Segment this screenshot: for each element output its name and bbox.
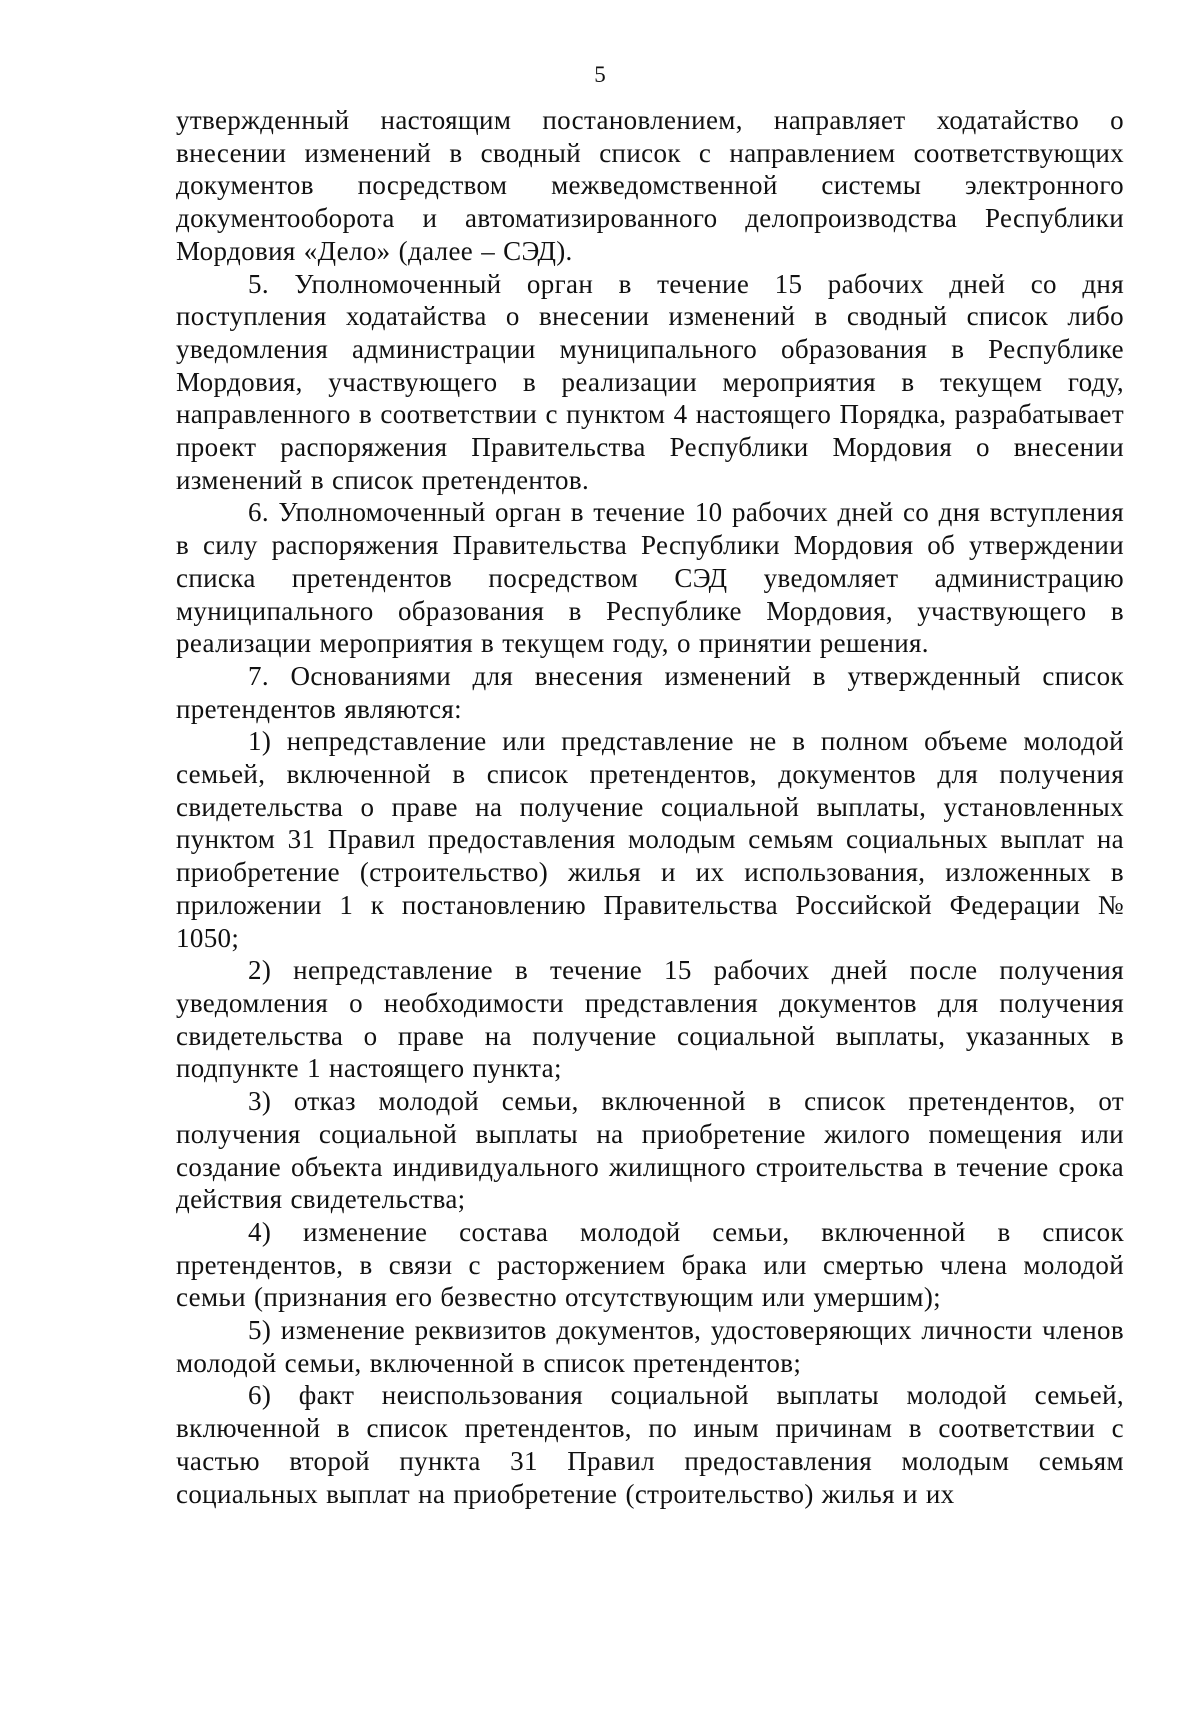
subitem-2: 2) непредставление в течение 15 рабочих дней после получения уведомления о необходимости представления документов для получения свидетельства о праве на получение социальной выплаты, указанных в подпункте 1 настоящего пункта; — [176, 955, 1124, 1084]
paragraph-continuation: утвержденный настоящим постановлением, направляет ходатайство о внесении изменений в сводный список с направлением соответствующих документов посредством межведомственной системы электронного документооборота и автоматизированного делопроизводства Республики Мордовия «Дело» (далее – СЭД). — [176, 105, 1124, 266]
subitem-4: 4) изменение состава молодой семьи, включенной в список претендентов, в связи с расторжением брака или смертью члена молодой семьи (признания его безвестно отсутствующим или умершим); — [176, 1216, 1124, 1313]
paragraph-item-7: 7. Основаниями для внесения изменений в утвержденный список претендентов являются: — [176, 660, 1124, 724]
subitem-3: 3) отказ молодой семьи, включенной в список претендентов, от получения социальной выплаты на приобретение жилого помещения или создание объекта индивидуального жилищного строительства в течение срока действия свидетельства; — [176, 1086, 1124, 1215]
subitem-6: 6) факт неиспользования социальной выплаты молодой семьей, включенной в список претендентов, по иным причинам в соответствии с частью второй пункта 31 Правил предоставления молодым семьям социальных выплат на приобретение (строительство) жилья и их — [176, 1380, 1124, 1509]
subitem-5: 5) изменение реквизитов документов, удостоверяющих личности членов молодой семьи, включенной в список претендентов; — [176, 1315, 1124, 1378]
paragraph-item-5: 5. Уполномоченный орган в течение 15 рабочих дней со дня поступления ходатайства о внесении изменений в сводный список либо уведомления администрации муниципального образования в Республике Мордовия, участвующего в реализации мероприятия в текущем году, направленного в соответствии с пунктом 4 настоящего Порядка, разрабатывает проект распоряжения Правительства Республики Мордовия о внесении изменений в список претендентов. — [176, 268, 1124, 495]
document-body — [176, 104, 1124, 1510]
page-number: 5 — [594, 62, 606, 87]
subitem-1: 1) непредставление или представление не в полном объеме молодой семьей, включенной в список претендентов, документов для получения свидетельства о праве на получение социальной выплаты, установленных пунктом 31 Правил предоставления молодым семьям социальных выплат на приобретение (строительство) жилья и их использования, изложенных в приложении 1 к постановлению Правительства Российской Федерации № 1050; — [176, 726, 1124, 953]
paragraph-item-6: 6. Уполномоченный орган в течение 10 рабочих дней со дня вступления в силу распоряжения Правительства Республики Мордовия об утверждении списка претендентов посредством СЭД уведомляет администрацию муниципального образования в Республике Мордовия, участвующего в реализации мероприятия в текущем году, о принятии решения. — [176, 497, 1124, 659]
